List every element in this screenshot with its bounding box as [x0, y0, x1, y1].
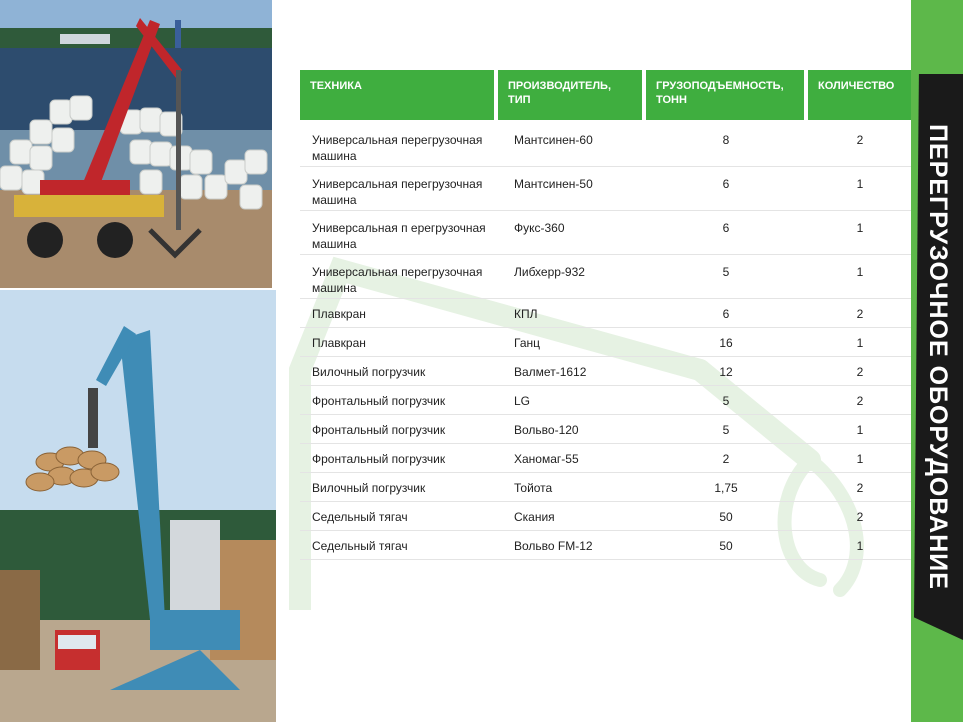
cell-quantity: 2 [856, 481, 864, 495]
table-row [300, 357, 912, 386]
cell-manufacturer: Мантсинен-50 [514, 177, 593, 191]
cell-manufacturer: Либхерр-932 [514, 265, 585, 279]
cell-capacity: 16 [719, 336, 733, 350]
table-row [300, 255, 912, 299]
cell-capacity: 6 [722, 307, 730, 321]
cell-manufacturer: Вольво-120 [514, 423, 579, 437]
cell-quantity: 1 [856, 452, 864, 466]
cell-capacity: 50 [719, 539, 733, 553]
photo-red-handler [0, 0, 272, 288]
cell-equipment: Универсальная перегрузочная машина [312, 133, 483, 163]
cell-manufacturer: Валмет-1612 [514, 365, 587, 379]
cell-equipment: Плавкран [312, 336, 366, 350]
cell-quantity: 1 [856, 336, 864, 350]
table-body [300, 123, 912, 560]
table-row [300, 415, 912, 444]
header-quantity: КОЛИЧЕСТВО [808, 70, 912, 120]
header-capacity: ГРУЗОПОДЪЕМНОСТЬ, ТОНН [646, 70, 804, 120]
cell-manufacturer: Тойота [514, 481, 553, 495]
cell-quantity: 2 [856, 394, 864, 408]
equipment-table [300, 70, 912, 560]
cell-equipment: Фронтальный погрузчик [312, 452, 446, 466]
cell-capacity: 12 [719, 365, 733, 379]
cell-quantity: 1 [856, 539, 864, 553]
table-row [300, 123, 912, 167]
cell-manufacturer: Ганц [514, 336, 540, 350]
cell-manufacturer: Мантсинен-60 [514, 133, 593, 147]
cell-equipment: Универсальная перегрузочная машина [312, 177, 483, 207]
cell-equipment: Вилочный погрузчик [312, 481, 426, 495]
cell-manufacturer: Ханомаг-55 [514, 452, 579, 466]
table-row [300, 444, 912, 473]
table-row [300, 167, 912, 211]
cell-quantity: 1 [856, 265, 864, 279]
cell-quantity: 1 [856, 423, 864, 437]
table-header [300, 70, 912, 120]
cell-manufacturer: LG [514, 394, 531, 408]
cell-manufacturer: Фукс-360 [514, 221, 565, 235]
cell-quantity: 2 [856, 307, 864, 321]
blue-log-handler-illustration [0, 290, 276, 722]
cell-quantity: 2 [856, 365, 864, 379]
cell-equipment: Фронтальный погрузчик [312, 394, 446, 408]
cell-capacity: 5 [722, 265, 730, 279]
cell-equipment: Фронтальный погрузчик [312, 423, 446, 437]
cell-equipment: Седельный тягач [312, 510, 408, 524]
table-row [300, 299, 912, 328]
cell-equipment: Плавкран [312, 307, 366, 321]
cell-quantity: 2 [856, 133, 864, 147]
cell-equipment: Универсальная п ерегрузочная машина [312, 221, 486, 251]
cell-capacity: 2 [722, 452, 730, 466]
header-manufacturer: ПРОИЗВОДИТЕЛЬ, ТИП [498, 70, 642, 120]
table-row [300, 502, 912, 531]
table-row [300, 386, 912, 415]
section-title: ПЕРЕГРУЗОЧНОЕ ОБОРУДОВАНИЕ [924, 124, 952, 590]
table-row [300, 531, 912, 560]
cell-quantity: 1 [856, 177, 864, 191]
cell-capacity: 1,75 [714, 481, 738, 495]
cell-equipment: Вилочный погрузчик [312, 365, 426, 379]
cell-capacity: 5 [722, 394, 730, 408]
red-handler-illustration [0, 0, 272, 288]
cell-manufacturer: Вольво FM-12 [514, 539, 593, 553]
cell-equipment: Универсальная перегрузочная машина [312, 265, 483, 295]
cell-quantity: 1 [856, 221, 864, 235]
cell-capacity: 50 [719, 510, 733, 524]
cell-quantity: 2 [856, 510, 864, 524]
cell-capacity: 5 [722, 423, 730, 437]
header-equipment: ТЕХНИКА [300, 70, 494, 120]
cell-equipment: Седельный тягач [312, 539, 408, 553]
cell-capacity: 6 [722, 177, 730, 191]
side-band-lower [948, 640, 963, 722]
table-row [300, 211, 912, 255]
cell-capacity: 8 [722, 133, 730, 147]
photo-blue-log-handler [0, 290, 276, 722]
table-row [300, 473, 912, 502]
cell-manufacturer: КПЛ [514, 307, 538, 321]
cell-manufacturer: Скания [514, 510, 555, 524]
cell-capacity: 6 [722, 221, 730, 235]
table-row [300, 328, 912, 357]
